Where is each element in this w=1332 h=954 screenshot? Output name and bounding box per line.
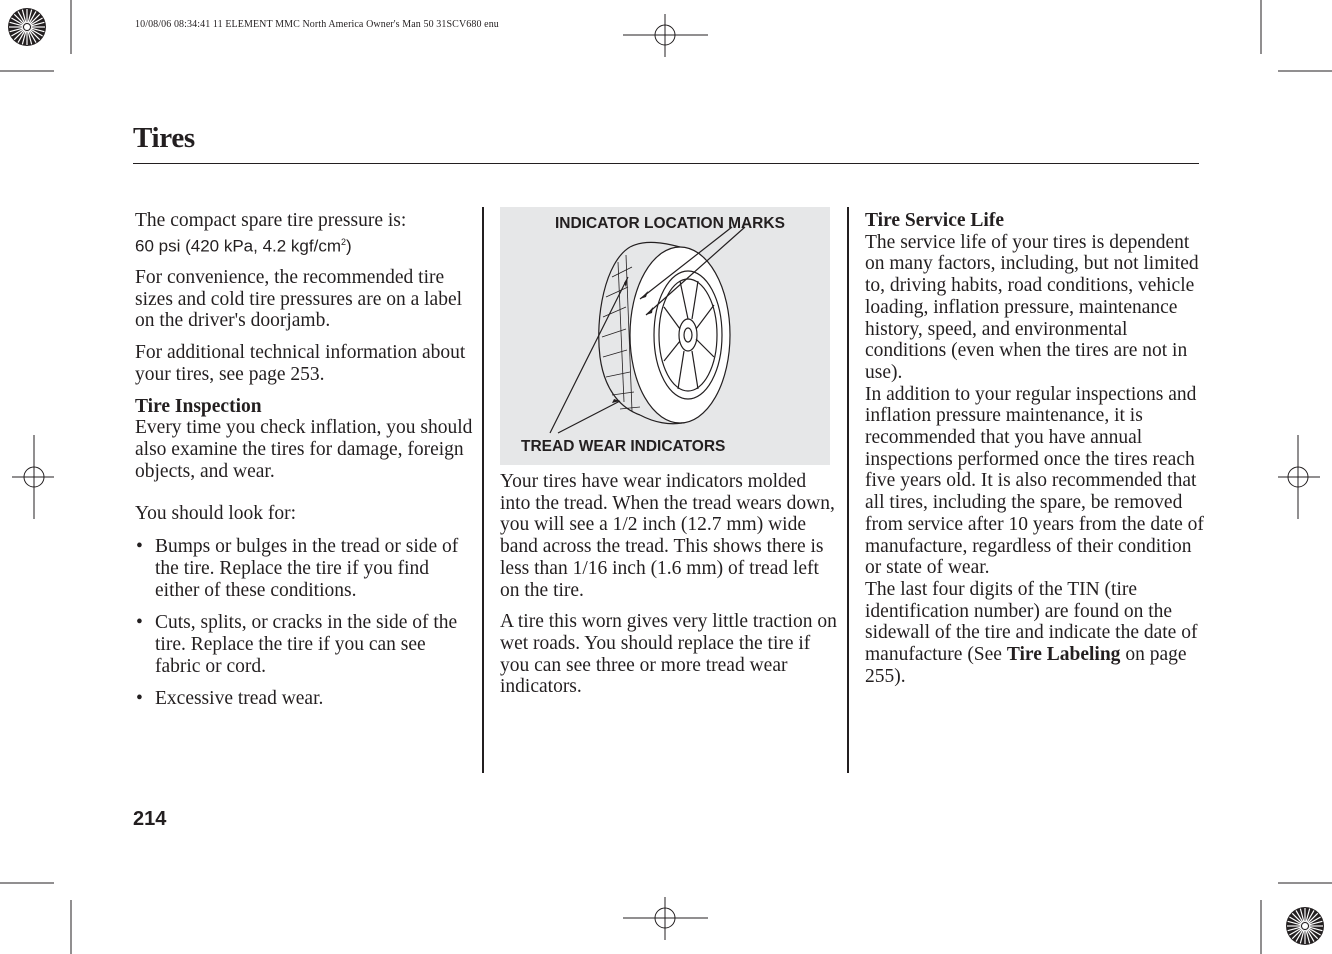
tin-text-start: The last four digits of the TIN (tire identification number) are found on the sidewall of the tire and indicate the date of manufacture (See bbox=[865, 578, 1198, 666]
annual-inspection-text: In addition to your regular inspections and inflation pressure maintenance, it is recommended that you have annual inspections performed once the tires reach five years old. It is also recommended that all tires, including the spare, be removed from service after 10 years from the date of manufacture, regardless of their condition or state of wear. bbox=[865, 383, 1204, 579]
indicator-location-marks-label: INDICATOR LOCATION MARKS bbox=[555, 215, 785, 232]
convenience-text: For convenience, the recommended tire sizes and cold tire pressures are on a label on the driver's doorjamb. bbox=[135, 267, 463, 332]
column-divider-1 bbox=[482, 207, 484, 773]
tin-text-end: on page 255). bbox=[865, 644, 1187, 687]
look-for-list bbox=[135, 536, 475, 710]
tire-illustration bbox=[500, 207, 830, 465]
page-title: Tires bbox=[133, 122, 195, 154]
tire-inspection-heading: Tire Inspection bbox=[135, 395, 262, 417]
list-item-text: Excessive tread wear. bbox=[155, 688, 324, 710]
registration-star-bottom-right bbox=[1286, 907, 1324, 945]
list-item bbox=[135, 612, 475, 677]
list-item-text: Bumps or bulges in the tread or side of the tire. Replace the tire if you find either of these conditions. bbox=[155, 536, 459, 601]
spare-pressure-sup: 2 bbox=[341, 236, 347, 247]
page-number: 214 bbox=[133, 808, 167, 830]
spare-intro: The compact spare tire pressure is: bbox=[135, 210, 407, 231]
spare-pressure bbox=[135, 232, 475, 257]
list-item bbox=[135, 536, 475, 601]
tire-inspection-text: Every time you check inflation, you should also examine the tires for damage, foreign objects, and wear. bbox=[135, 417, 473, 482]
tread-wear-indicators-label: TREAD WEAR INDICATORS bbox=[521, 438, 726, 455]
column-divider-2 bbox=[847, 207, 849, 773]
tire-drawing bbox=[500, 207, 830, 465]
registration-star-top-left bbox=[8, 8, 46, 46]
tin-text bbox=[865, 579, 1205, 688]
additional-info-text: For additional technical information about your tires, see page 253. bbox=[135, 342, 466, 385]
wear-indicators-text: Your tires have wear indicators molded into the tread. When the tread wears down, you will see a 1/2 inch (12.7 mm) wide band across the tread. This shows there is less than 1/16 inch (1.6 mm) of tread left on the tire. bbox=[500, 471, 835, 601]
column-2 bbox=[500, 471, 840, 698]
worn-tire-text: A tire this worn gives very little traction on wet roads. You should replace the tire if you can see three or more tread wear indicators. bbox=[500, 611, 837, 698]
bullet-icon: • bbox=[136, 688, 143, 710]
title-rule bbox=[133, 163, 1199, 164]
bullet-icon: • bbox=[136, 536, 143, 558]
service-life-text: The service life of your tires is dependent on many factors, including, but not limited to, driving habits, road conditions, vehicle loading, inflation pressure, maintenance history, speed, and environmental conditions (even when the tires are not in use). bbox=[865, 231, 1199, 383]
spare-pressure-close: ) bbox=[346, 236, 352, 256]
list-item bbox=[135, 688, 475, 710]
tire-labeling-reference: Tire Labeling bbox=[1006, 644, 1121, 666]
column-1 bbox=[135, 210, 475, 721]
look-for-text: You should look for: bbox=[135, 503, 297, 525]
spare-pressure-value: 60 psi (420 kPa, 4.2 kgf/cm bbox=[135, 236, 341, 256]
bullet-icon: • bbox=[136, 612, 143, 634]
print-header: 10/08/06 08:34:41 11 ELEMENT MMC North America Owner's Man 50 31SCV680 enu bbox=[135, 19, 499, 30]
column-3 bbox=[865, 210, 1205, 687]
tire-service-life-heading: Tire Service Life bbox=[865, 210, 1004, 231]
list-item-text: Cuts, splits, or cracks in the side of the tire. Replace the tire if you can see fabric or cord. bbox=[155, 612, 458, 677]
